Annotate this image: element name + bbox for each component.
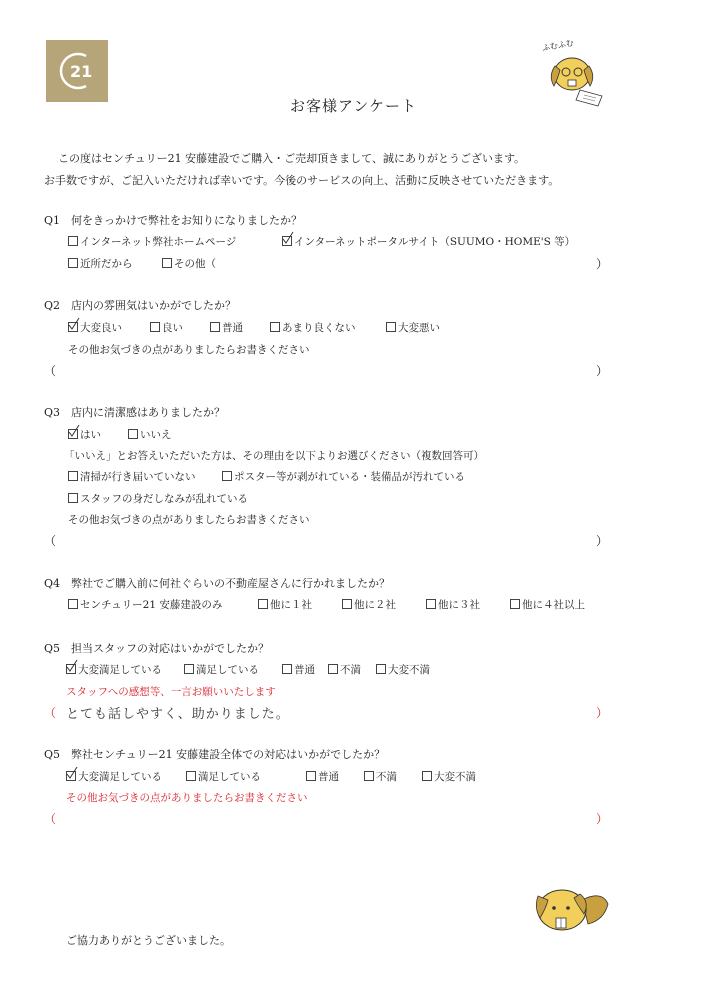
- q5-option-very-dissatisfied[interactable]: 大変不満: [376, 662, 430, 677]
- q3-comment-close: ）: [596, 534, 609, 548]
- q1-option-homepage[interactable]: インターネット弊社ホームページ: [68, 234, 236, 249]
- q3-reason-appearance[interactable]: スタッフの身だしなみが乱れている: [68, 491, 248, 506]
- checkbox[interactable]: [68, 493, 78, 503]
- q4-option-two-more[interactable]: 他に２社: [342, 597, 396, 612]
- intro-line-2: お手数ですが、ご記入いただければ幸いです。今後のサービスの向上、活動に反映させていただきます。: [44, 174, 560, 187]
- check-icon: [66, 766, 78, 780]
- checkbox[interactable]: [282, 664, 292, 674]
- checkbox[interactable]: [68, 258, 78, 268]
- logo-text: 21: [70, 62, 93, 81]
- q1-other-close: ）: [596, 257, 609, 271]
- q3-comment-open: （: [44, 534, 57, 548]
- q3-option-yes[interactable]: はい: [68, 427, 101, 442]
- q2-comment-close: ）: [596, 364, 609, 378]
- checkbox[interactable]: [222, 471, 232, 481]
- q2-option-normal[interactable]: 普通: [210, 320, 243, 335]
- q6-option-dissatisfied[interactable]: 不満: [364, 769, 397, 784]
- q1-label: Q1 何をきっかけで弊社をお知りになりましたか？: [44, 214, 303, 227]
- checkbox[interactable]: [306, 771, 316, 781]
- q5-note: スタッフへの感想等、一言お願いいたします: [66, 686, 276, 698]
- checkbox-checked[interactable]: [66, 664, 76, 674]
- checkbox-checked[interactable]: [66, 771, 76, 781]
- q3-reason-posters[interactable]: ポスター等が剥がれている・装備品が汚れている: [222, 469, 465, 484]
- q5-label: Q5 担当スタッフの対応はいかがでしたか？: [44, 642, 270, 655]
- checkbox-checked[interactable]: [282, 236, 292, 246]
- checkbox[interactable]: [186, 771, 196, 781]
- q5-option-satisfied[interactable]: 満足している: [184, 662, 259, 677]
- q2-comment-open: （: [44, 364, 57, 378]
- checkbox-checked[interactable]: [68, 429, 78, 439]
- q3-note: その他お気づきの点がありましたらお書きください: [68, 514, 310, 526]
- check-icon: [282, 231, 294, 245]
- checkbox[interactable]: [128, 429, 138, 439]
- checkbox[interactable]: [150, 322, 160, 332]
- checkbox[interactable]: [210, 322, 220, 332]
- q2-option-good[interactable]: 良い: [150, 320, 183, 335]
- page-title: お客様アンケート: [289, 97, 418, 115]
- q4-option-only-us[interactable]: センチュリー21 安藤建設のみ: [68, 597, 222, 612]
- checkbox-checked[interactable]: [68, 322, 78, 332]
- q4-option-four-plus[interactable]: 他に４社以上: [510, 597, 585, 612]
- checkbox[interactable]: [184, 664, 194, 674]
- q2-option-very-good[interactable]: 大変良い: [68, 320, 122, 335]
- q2-option-very-bad[interactable]: 大変悪い: [386, 320, 440, 335]
- q2-option-not-good[interactable]: あまり良くない: [270, 320, 356, 335]
- q1-option-nearby[interactable]: 近所だから: [68, 256, 133, 271]
- q5-option-normal[interactable]: 普通: [282, 662, 315, 677]
- checkbox[interactable]: [328, 664, 338, 674]
- q3-option-no[interactable]: いいえ: [128, 427, 172, 442]
- q4-label: Q4 弊社でご購入前に何社ぐらいの不動産屋さんに行かれましたか？: [44, 577, 391, 590]
- century21-logo: [46, 40, 108, 102]
- q6-comment-close: ）: [596, 812, 609, 826]
- q6-comment-open: （: [44, 812, 57, 826]
- checkbox[interactable]: [422, 771, 432, 781]
- thank-you-footer: ご協力ありがとうございました。: [66, 934, 231, 947]
- q6-note: その他お気づきの点がありましたらお書きください: [66, 792, 308, 804]
- checkbox[interactable]: [68, 599, 78, 609]
- check-icon: [68, 317, 80, 331]
- check-icon: [68, 424, 80, 438]
- q5-option-very-satisfied[interactable]: 大変満足している: [66, 662, 162, 677]
- q6-option-very-dissatisfied[interactable]: 大変不満: [422, 769, 476, 784]
- checkbox[interactable]: [270, 322, 280, 332]
- q6-label: Q5 弊社センチュリー21 安藤建設全体での対応はいかがでしたか？: [44, 748, 386, 761]
- q1-option-other[interactable]: その他（: [162, 256, 216, 271]
- q5-handwritten-answer: とても話しやすく、助かりました。: [66, 707, 290, 722]
- check-icon: [66, 659, 78, 673]
- checkbox[interactable]: [68, 236, 78, 246]
- checkbox[interactable]: [510, 599, 520, 609]
- mascot-dog-resting: [532, 880, 612, 940]
- checkbox[interactable]: [162, 258, 172, 268]
- q2-note: その他お気づきの点がありましたらお書きください: [68, 344, 310, 356]
- dog-icon: [532, 880, 612, 940]
- q4-option-three-more[interactable]: 他に３社: [426, 597, 480, 612]
- q6-option-satisfied[interactable]: 満足している: [186, 769, 261, 784]
- q3-label: Q3 店内に清潔感はありましたか？: [44, 406, 226, 419]
- q6-option-very-satisfied[interactable]: 大変満足している: [66, 769, 162, 784]
- checkbox[interactable]: [68, 471, 78, 481]
- q3-reason-cleaning[interactable]: 清掃が行き届いていない: [68, 469, 196, 484]
- checkbox[interactable]: [426, 599, 436, 609]
- q2-label: Q2 店内の雰囲気はいかがでしたか？: [44, 299, 237, 312]
- checkbox[interactable]: [364, 771, 374, 781]
- checkbox[interactable]: [258, 599, 268, 609]
- q5-comment-open: （: [44, 706, 57, 720]
- checkbox[interactable]: [342, 599, 352, 609]
- q5-option-dissatisfied[interactable]: 不満: [328, 662, 361, 677]
- q5-comment-close: ）: [596, 706, 609, 720]
- q6-option-normal[interactable]: 普通: [306, 769, 339, 784]
- mascot-caption: ふむふむ: [541, 38, 575, 53]
- checkbox[interactable]: [376, 664, 386, 674]
- intro-line-1: この度はセンチュリー21 安藤建設でご購入・ご売却頂きまして、誠にありがとうございます。: [58, 152, 526, 165]
- checkbox[interactable]: [386, 322, 396, 332]
- q4-option-one-more[interactable]: 他に１社: [258, 597, 312, 612]
- q1-option-portal[interactable]: インターネットポータルサイト（SUUMO・HOME'S 等）: [282, 234, 575, 249]
- q3-sub-instruction: 「いいえ」とお答えいただいた方は、その理由を以下よりお選びください（複数回答可）: [64, 450, 484, 462]
